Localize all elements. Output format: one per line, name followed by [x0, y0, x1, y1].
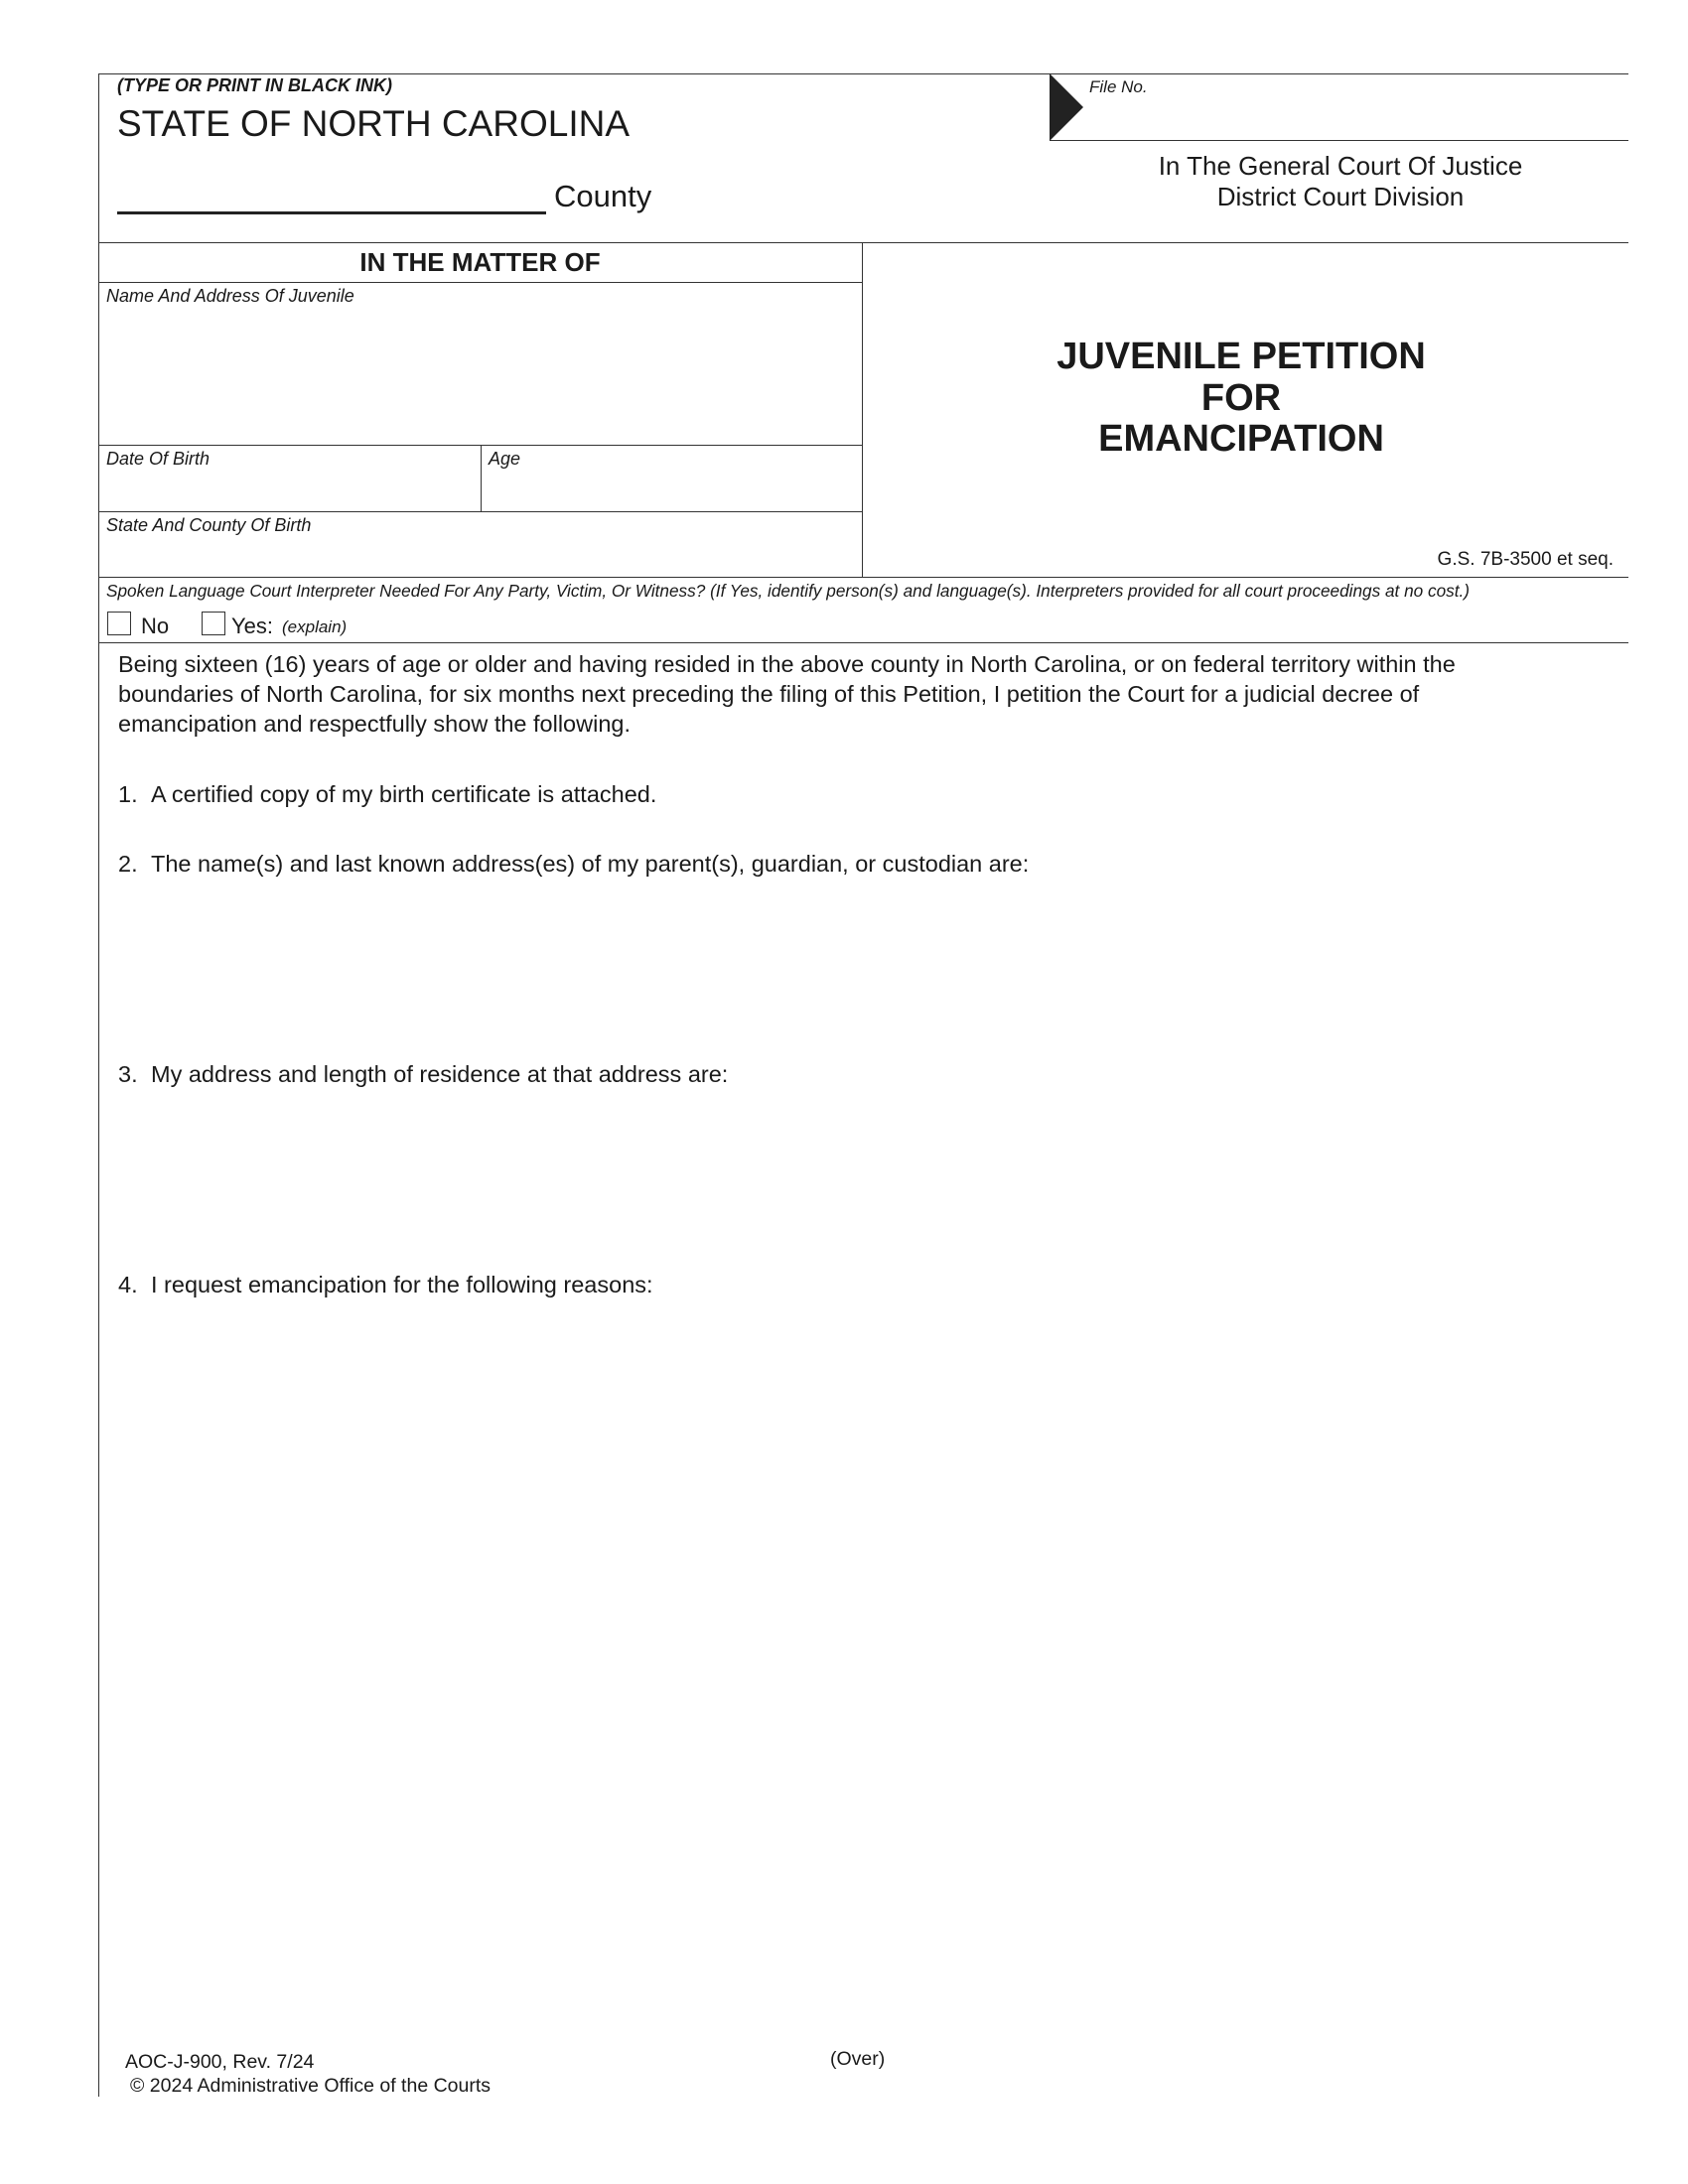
item-4-number: 4. [118, 1272, 138, 1297]
item-1-text: A certified copy of my birth certificate is attached. [151, 781, 657, 807]
dob-field[interactable] [106, 472, 474, 507]
form-title-line-2: FOR [1200, 377, 1282, 419]
birthplace-field[interactable] [106, 538, 851, 574]
court-line-2: District Court Division [1216, 182, 1465, 211]
parents-info-field[interactable] [151, 886, 1611, 1054]
form-number: AOC-J-900, Rev. 7/24 [125, 2051, 315, 2073]
header-top-rule [98, 73, 1628, 74]
form-title-line-3: EMANCIPATION [1098, 418, 1384, 460]
matter-heading: IN THE MATTER OF [359, 247, 601, 277]
file-no-underline [1050, 140, 1628, 141]
matter-right-rule [862, 242, 863, 577]
residence-info-field[interactable] [151, 1096, 1611, 1265]
interpreter-question: Spoken Language Court Interpreter Needed For Any Party, Victim, Or Witness? (If Yes, identify person(s) and language(s). Interpreters provided for all court proceedings at no cost.) [106, 581, 1470, 601]
age-label: Age [489, 449, 521, 469]
item-3-number: 3. [118, 1061, 138, 1087]
intro-line-2: boundaries of North Carolina, for six months next preceding the filing of this Petition, I petition the Court for a judicial decree of [118, 681, 1420, 707]
dob-label: Date Of Birth [106, 449, 211, 469]
interpreter-explain-hint: (explain) [282, 617, 348, 636]
court-line-1: In The General Court Of Justice [1158, 151, 1523, 181]
header-bottom-rule [98, 242, 1628, 243]
item-4-text: I request emancipation for the following reasons: [151, 1272, 653, 1297]
interpreter-yes-label: Yes: [231, 614, 274, 638]
interpreter-yes-checkbox[interactable] [202, 612, 225, 635]
file-no-arrow-icon [1050, 73, 1085, 141]
intro-line-3: emancipation and respectfully show the following. [118, 711, 631, 737]
birthplace-label: State And County Of Birth [106, 515, 312, 535]
age-field[interactable] [489, 472, 856, 507]
intro-line-1: Being sixteen (16) years of age or older and having resided in the above county in North Carolina, or on federal territory within the [118, 651, 1456, 677]
ink-instruction: (TYPE OR PRINT IN BLACK INK) [117, 75, 392, 95]
interpreter-no-checkbox[interactable] [107, 612, 131, 635]
form-title-line-1: JUVENILE PETITION [1056, 336, 1426, 377]
birthplace-top-rule [98, 511, 862, 512]
reasons-field[interactable] [151, 1306, 1611, 2021]
interpreter-bottom-rule [98, 642, 1628, 643]
interpreter-top-rule [98, 577, 1628, 578]
item-1-number: 1. [118, 781, 138, 807]
left-margin-rule [98, 73, 99, 2097]
county-label: County [554, 179, 652, 213]
item-2-text: The name(s) and last known address(es) of my parent(s), guardian, or custodian are: [151, 851, 1030, 877]
statute-citation: G.S. 7B-3500 et seq. [1437, 549, 1614, 570]
file-no-label: File No. [1089, 77, 1148, 96]
interpreter-explain-field[interactable] [377, 610, 1609, 639]
over-notice: (Over) [830, 2048, 886, 2070]
interpreter-no-label: No [141, 614, 170, 638]
name-address-field[interactable] [106, 310, 851, 441]
copyright: © 2024 Administrative Office of the Courts [130, 2075, 492, 2097]
state-title: STATE OF NORTH CAROLINA [117, 103, 630, 144]
name-address-label: Name And Address Of Juvenile [106, 286, 354, 306]
item-3-text: My address and length of residence at that address are: [151, 1061, 729, 1087]
matter-heading-rule [98, 282, 862, 283]
dob-age-divider [481, 445, 482, 511]
file-no-field[interactable] [1089, 99, 1616, 137]
item-2-number: 2. [118, 851, 138, 877]
county-name-blank[interactable] [117, 211, 546, 214]
